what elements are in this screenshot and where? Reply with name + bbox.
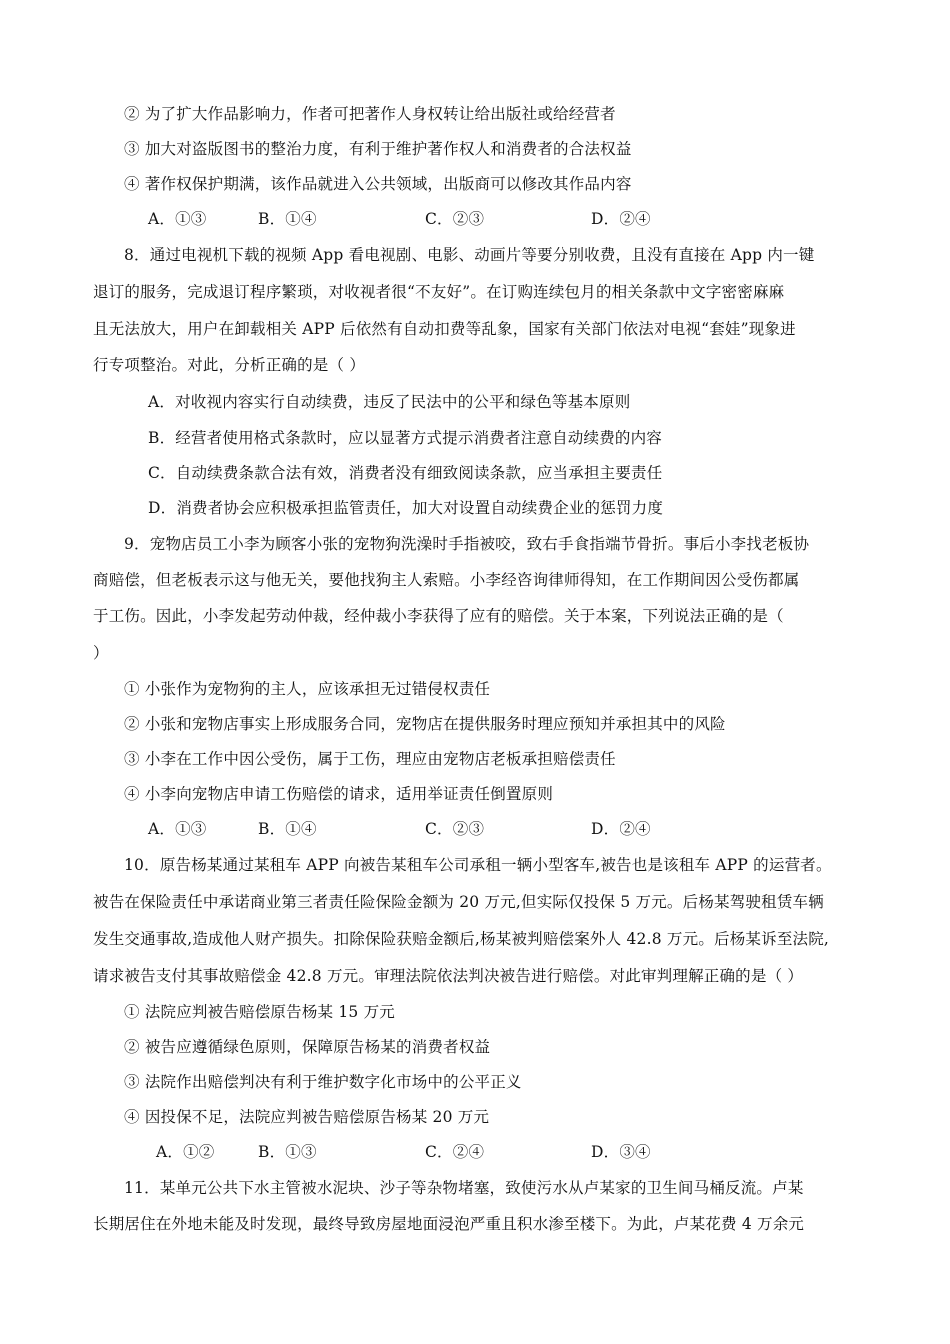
q9-item-1: ① 小张作为宠物狗的主人，应该承担无过错侵权责任 (124, 680, 491, 698)
q9-item-4: ④ 小李向宠物店申请工伤赔偿的请求，适用举证责任倒置原则 (124, 785, 554, 803)
q10-item-1: ① 法院应判被告赔偿原告杨某 15 万元 (124, 1003, 396, 1021)
q7-choice-c: C．②③ (425, 210, 485, 228)
q9-stem-line-4: ） (93, 644, 109, 662)
q9-choice-b: B．①④ (258, 820, 317, 838)
q9-stem-line-2: 商赔偿，但老板表示这与他无关，要他找狗主人索赔。小李经咨询律师得知，在工作期间因公受伤都属 (93, 571, 800, 589)
q9-stem-line-1: 9．宠物店员工小李为顾客小张的宠物狗洗澡时手指被咬，致右手食指端节骨折。事后小李找老板协 (124, 535, 810, 553)
q10-item-4: ④ 因投保不足，法院应判被告赔偿原告杨某 20 万元 (124, 1108, 490, 1126)
q9-choice-a: A．①③ (148, 820, 207, 838)
q10-choice-c: C．②④ (425, 1143, 485, 1161)
q7-item-2: ② 为了扩大作品影响力，作者可把著作人身权转让给出版社或给经营者 (124, 105, 616, 123)
q8-option-c: C．自动续费条款合法有效，消费者没有细致阅读条款，应当承担主要责任 (148, 464, 663, 482)
q7-item-4: ④ 著作权保护期满，该作品就进入公共领域，出版商可以修改其作品内容 (124, 175, 632, 193)
q7-item-3: ③ 加大对盗版图书的整治力度，有利于维护著作权人和消费者的合法权益 (124, 140, 632, 158)
q9-choice-d: D．②④ (591, 820, 651, 838)
q10-stem-line-3: 发生交通事故,造成他人财产损失。扣除保险获赔金额后,杨某被判赔偿案外人 42.8 万元。后杨某诉至法院, (93, 930, 830, 948)
q7-choice-d: D．②④ (591, 210, 651, 228)
q10-choice-b: B．①③ (258, 1143, 317, 1161)
q10-stem-line-2: 被告在保险责任中承诺商业第三者责任险保险金额为 20 万元,但实际仅投保 5 万元。后杨某驾驶租赁车辆 (93, 893, 824, 911)
q9-stem-line-3: 于工伤。因此，小李发起劳动仲裁，经仲裁小李获得了应有的赔偿。关于本案，下列说法正确的是（ (93, 607, 784, 625)
q8-stem-line-1: 8．通过电视机下载的视频 App 看电视剧、电影、动画片等要分别收费，且没有直接在 App 内一键 (124, 246, 815, 264)
q10-choice-a: A．①② (156, 1143, 215, 1161)
q11-stem-line-1: 11．某单元公共下水主管被水泥块、沙子等杂物堵塞，致使污水从卢某家的卫生间马桶反流。卢某 (124, 1179, 804, 1197)
q8-option-a: A．对收视内容实行自动续费，违反了民法中的公平和绿色等基本原则 (148, 393, 631, 411)
q10-item-2: ② 被告应遵循绿色原则，保障原告杨某的消费者权益 (124, 1038, 491, 1056)
q10-item-3: ③ 法院作出赔偿判决有利于维护数字化市场中的公平正义 (124, 1073, 522, 1091)
q8-stem-line-3: 且无法放大，用户在卸载相关 APP 后依然有自动扣费等乱象，国家有关部门依法对电视“套娃”现象进 (93, 320, 796, 338)
q8-stem-line-2: 退订的服务，完成退订程序繁琐，对收视者很“不友好”。在订购连续包月的相关条款中文字密密麻麻 (93, 283, 785, 301)
q8-stem-line-4: 行专项整治。对此，分析正确的是（ ） (93, 356, 366, 374)
q8-option-b: B．经营者使用格式条款时，应以显著方式提示消费者注意自动续费的内容 (148, 429, 662, 447)
q10-stem-line-4: 请求被告支付其事故赔偿金 42.8 万元。审理法院依法判决被告进行赔偿。对此审判理解正确的是（ ） (93, 967, 804, 985)
q11-stem-line-2: 长期居住在外地未能及时发现，最终导致房屋地面浸泡严重且积水渗至楼下。为此，卢某花费 4 万余元 (93, 1215, 805, 1233)
q10-stem-line-1: 10．原告杨某通过某租车 APP 向被告某租车公司承租一辆小型客车,被告也是该租车 APP 的运营者。 (124, 856, 832, 874)
q7-choice-b: B．①④ (258, 210, 317, 228)
q7-choice-a: A．①③ (148, 210, 207, 228)
q9-choice-c: C．②③ (425, 820, 485, 838)
q9-item-3: ③ 小李在工作中因公受伤，属于工伤，理应由宠物店老板承担赔偿责任 (124, 750, 616, 768)
q9-item-2: ② 小张和宠物店事实上形成服务合同，宠物店在提供服务时理应预知并承担其中的风险 (124, 715, 726, 733)
q8-option-d: D．消费者协会应积极承担监管责任，加大对设置自动续费企业的惩罚力度 (148, 499, 664, 517)
q10-choice-d: D．③④ (591, 1143, 651, 1161)
